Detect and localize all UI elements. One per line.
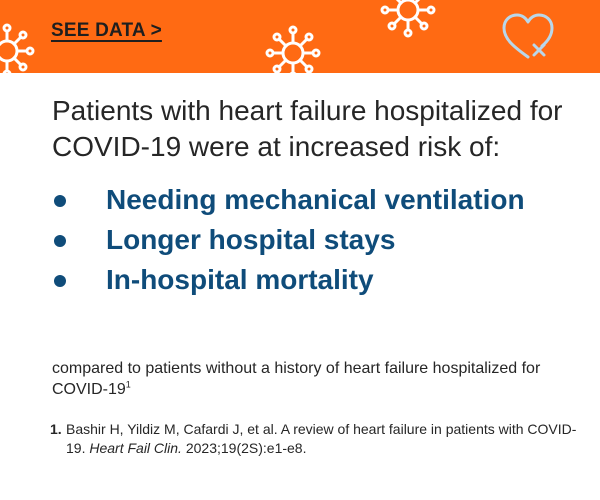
risk-list — [52, 180, 572, 300]
list-item — [52, 260, 572, 300]
comparison-text: compared to patients without a history of heart failure hospitalized for COVID-19 — [52, 360, 541, 398]
bullet — [54, 195, 66, 207]
reference-details: 2023;19(2S):e1-e8. — [181, 440, 307, 456]
list-item — [52, 180, 572, 220]
virus-icon — [378, 0, 438, 40]
virus-icon — [262, 22, 324, 73]
reference-journal: Heart Fail Clin. — [89, 440, 182, 456]
bullet — [54, 275, 66, 287]
headline: Patients with heart failure hospitalized for COVID-19 were at increased risk of: — [52, 95, 563, 162]
see-data-link[interactable]: SEE DATA > — [51, 20, 162, 41]
risk-label: Longer hospital stays — [106, 224, 396, 255]
risk-label: In-hospital mortality — [106, 264, 374, 295]
bullet — [54, 235, 66, 247]
heart-cross-icon — [500, 11, 556, 63]
virus-icon — [0, 22, 36, 73]
footnote-marker: 1 — [125, 379, 131, 390]
reference-citation — [50, 420, 586, 458]
list-item — [52, 220, 572, 260]
top-banner — [0, 0, 600, 73]
reference-number: 1. — [50, 421, 62, 437]
reference-authors-title: Bashir H, Yildiz M, Cafardi J, et al. A review of heart failure in patients with COVID-19. — [66, 421, 577, 456]
comparison-note — [52, 358, 552, 400]
risk-label: Needing mechanical ventilation — [106, 184, 525, 215]
